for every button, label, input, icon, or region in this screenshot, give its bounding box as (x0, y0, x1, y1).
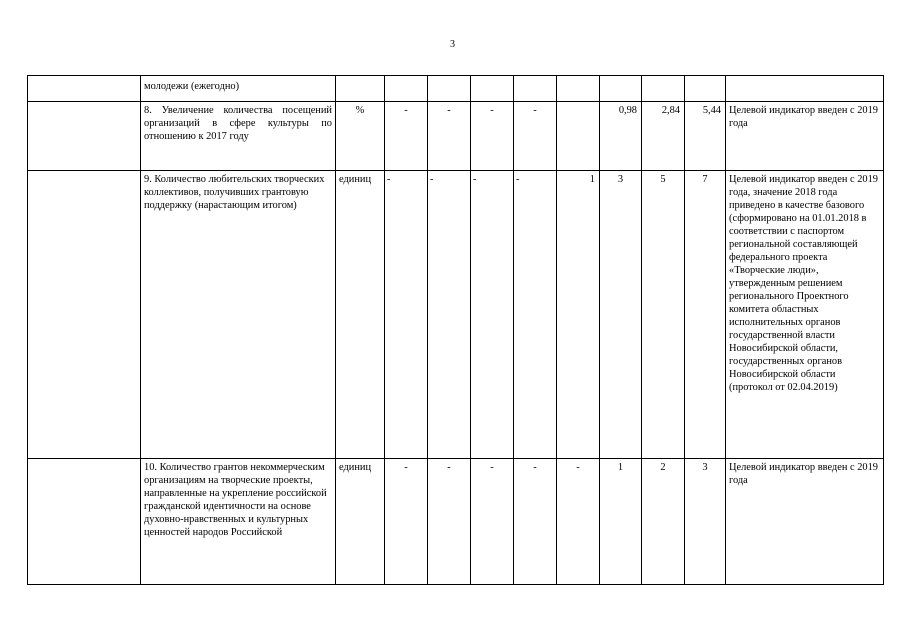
value-cell (600, 76, 642, 102)
value-cell: - (385, 171, 428, 459)
value-cell: 1 (557, 171, 600, 459)
value-cell: - (428, 171, 471, 459)
value-cell: - (428, 102, 471, 171)
value-cell: 7 (685, 171, 726, 459)
value-cell: - (385, 459, 428, 585)
value-cell: - (385, 102, 428, 171)
page-number: 3 (450, 39, 455, 50)
table-row (28, 459, 884, 585)
table-row (28, 102, 884, 171)
value-cell: 3 (600, 171, 642, 459)
value-cell: - (557, 459, 600, 585)
value-cell: 2 (642, 459, 685, 585)
value-cell: 0,98 (600, 102, 642, 171)
value-cell: - (471, 102, 514, 171)
value-cell (428, 76, 471, 102)
value-cell: - (471, 459, 514, 585)
value-cell (557, 102, 600, 171)
unit-cell (336, 76, 385, 102)
note-cell: Целевой индикатор введен с 2019 года (726, 102, 884, 171)
empty-cell (28, 76, 141, 102)
value-cell: 5 (642, 171, 685, 459)
note-cell (726, 76, 884, 102)
value-cell: 1 (600, 459, 642, 585)
indicators-table (27, 75, 884, 585)
value-cell: 2,84 (642, 102, 685, 171)
unit-cell: единиц (336, 459, 385, 585)
value-cell: 3 (685, 459, 726, 585)
value-cell: - (514, 459, 557, 585)
table-row (28, 171, 884, 459)
unit-cell: единиц (336, 171, 385, 459)
value-cell (385, 76, 428, 102)
value-cell: - (514, 171, 557, 459)
note-cell: Целевой индикатор введен с 2019 года (726, 459, 884, 585)
empty-cell (28, 459, 141, 585)
value-cell (685, 76, 726, 102)
indicator-name: 8. Увеличение количества посещений организаций в сфере культуры по отношению к 2017 году (141, 102, 336, 171)
table-row (28, 76, 884, 102)
value-cell: 5,44 (685, 102, 726, 171)
note-cell: Целевой индикатор введен с 2019 года, значение 2018 года приведено в качестве базового (сформировано на 01.01.2018 в соответствии с паспортом региональной составляющей федерального проекта «Творческие люди», утвержденным решением регионального Проектного комитета областных исполнительных органов государственной власти Новосибирской области, государственных органов Новосибирской области (протокол от 02.04.2019) (726, 171, 884, 459)
unit-cell: % (336, 102, 385, 171)
value-cell: - (514, 102, 557, 171)
indicator-name: молодежи (ежегодно) (141, 76, 336, 102)
value-cell: - (471, 171, 514, 459)
indicator-name: 9. Количество любительских творческих коллективов, получивших грантовую поддержку (нарастающим итогом) (141, 171, 336, 459)
value-cell (642, 76, 685, 102)
value-cell (557, 76, 600, 102)
value-cell (471, 76, 514, 102)
value-cell: - (428, 459, 471, 585)
value-cell (514, 76, 557, 102)
empty-cell (28, 171, 141, 459)
empty-cell (28, 102, 141, 171)
indicator-name: 10. Количество грантов некоммерческим организациям на творческие проекты, направленные на укрепление российской гражданской идентичности на основе духовно-нравственных и культурных ценностей народов Российской (141, 459, 336, 585)
